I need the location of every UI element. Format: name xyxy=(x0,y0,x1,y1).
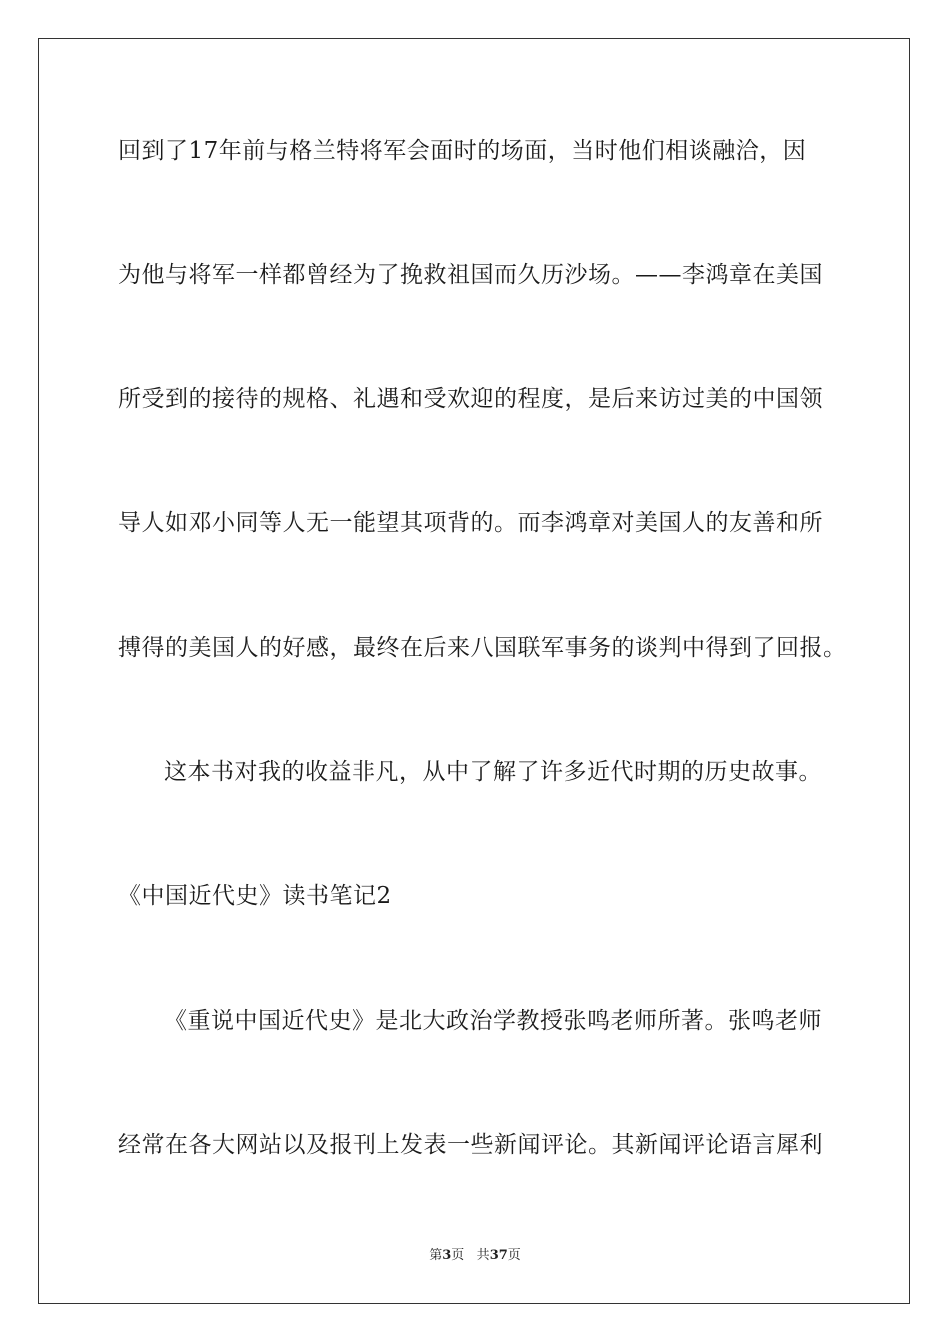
footer-page-number: 3 xyxy=(442,1248,452,1263)
page-border xyxy=(38,38,910,1304)
body-line-5: 搏得的美国人的好感，最终在后来八国联军事务的谈判中得到了回报。 xyxy=(118,635,847,661)
footer-prefix: 第 xyxy=(429,1248,443,1263)
footer-total-pages: 37 xyxy=(489,1248,508,1263)
body-paragraph-summary: 这本书对我的收益非凡，从中了解了许多近代时期的历史故事。 xyxy=(164,759,822,785)
page-footer xyxy=(0,1248,950,1264)
section-heading: 《中国近代史》读书笔记2 xyxy=(118,883,392,909)
body-line-3: 所受到的接待的规格、礼遇和受欢迎的程度，是后来访过美的中国领 xyxy=(118,386,823,412)
footer-page-suffix: 页 xyxy=(451,1248,465,1263)
body-line-9: 经常在各大网站以及报刊上发表一些新闻评论。其新闻评论语言犀利 xyxy=(118,1132,823,1158)
body-line-1: 回到了17年前与格兰特将军会面时的场面，当时他们相谈融洽，因 xyxy=(118,138,807,164)
footer-total-prefix: 共 xyxy=(476,1248,490,1263)
footer-total-suffix: 页 xyxy=(507,1248,521,1263)
body-line-4: 导人如邓小同等人无一能望其项背的。而李鸿章对美国人的友善和所 xyxy=(118,510,823,536)
body-line-8: 《重说中国近代史》是北大政治学教授张鸣老师所著。张鸣老师 xyxy=(164,1008,822,1034)
body-line-2: 为他与将军一样都曾经为了挽救祖国而久历沙场。——李鸿章在美国 xyxy=(118,262,823,288)
